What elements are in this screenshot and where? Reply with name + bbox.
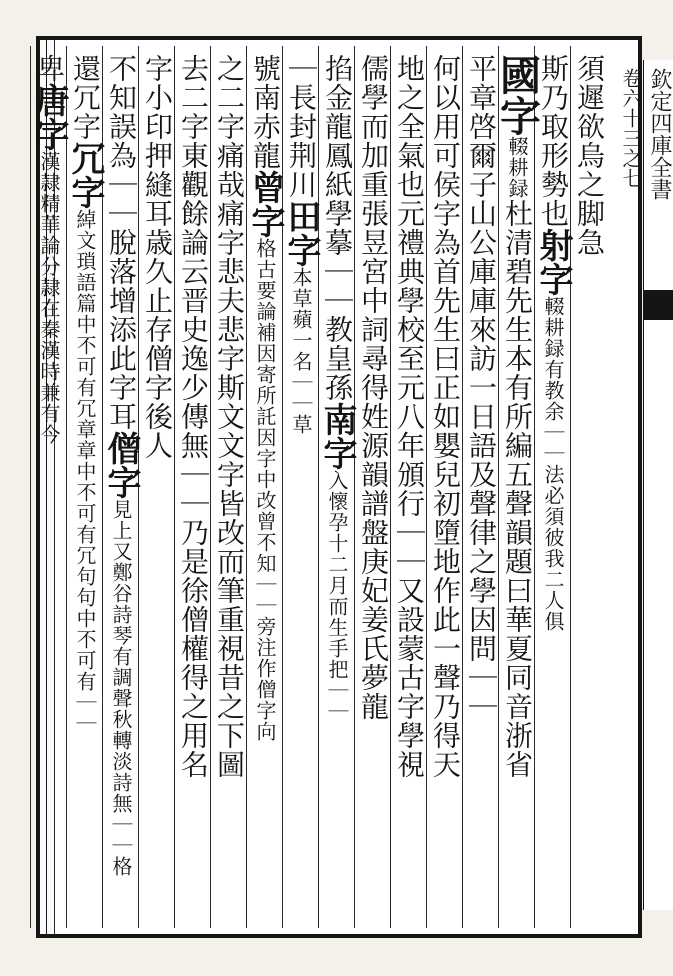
text-column — [493, 46, 541, 928]
text-column — [462, 46, 498, 928]
column-text: 斯乃取形勢也 — [537, 54, 570, 228]
column-text: 之二字痛哉痛字悲夫悲字斯文文字皆改而筆重視昔之下圖 — [213, 54, 246, 779]
text-column — [426, 46, 462, 928]
entry-heading: 田字 — [281, 199, 321, 267]
document-page — [29, 36, 642, 938]
column-text: ｜長封荆川 — [285, 54, 318, 199]
text-column — [210, 46, 246, 928]
entry-note: 格古要論補因寄所託因字中改曾不知｜｜旁注作僧字向 — [253, 238, 277, 742]
volume-label: 卷六十三之七 — [619, 68, 643, 188]
entry-heading: 僧字 — [101, 431, 141, 499]
text-column — [174, 46, 210, 928]
text-column — [570, 46, 606, 928]
column-text: 掐金龍鳳紙學摹｜｜教皇孫 — [321, 54, 354, 402]
entry-note: 本草蘋一名｜｜草 — [289, 267, 313, 435]
column-text: 何以用可侯字為首先生曰正如嬰兒初墮地作此一聲乃得天 — [429, 54, 462, 779]
column-text: 號南赤龍 — [249, 54, 282, 170]
entry-note: 漢隷精華論分隷在秦漢時兼有今 — [37, 151, 61, 445]
text-column — [354, 46, 390, 928]
column-text: 平章啓爾子山公庫庫來訪一日語及聲律之學因問｜｜ — [465, 54, 498, 721]
entry-heading: 國字 — [493, 54, 541, 136]
entry-heading: 南字 — [317, 402, 357, 470]
entry-note: 輟耕録有教余｜｜法必須彼我二人俱 — [541, 296, 565, 632]
text-column — [390, 46, 426, 928]
entry-note: 入懷孕十二月而生手把｜｜ — [325, 470, 349, 722]
text-column — [101, 46, 141, 928]
text-column — [138, 46, 174, 928]
fish-tail-mark — [643, 290, 673, 320]
text-column — [317, 46, 357, 928]
text-column — [533, 46, 573, 928]
column-text: 卑 — [33, 54, 66, 83]
column-text: 字小印押縫耳歳久止存僧字後人 — [141, 54, 174, 460]
text-column — [245, 46, 285, 928]
entry-note: 輟耕録 — [505, 136, 529, 199]
entry-heading: 冗字 — [65, 141, 105, 209]
text-column — [65, 46, 105, 928]
column-text: 杜清碧先生本有所編五聲韻題曰華夏同音浙省 — [501, 199, 534, 779]
entry-heading: 唐字 — [29, 83, 69, 151]
column-text: 地之全氣也元禮典學校至元八年頒行｜｜又設蒙古字學視 — [393, 54, 426, 779]
column-text: 儒學而加重張昱宮中詞尋得姓源韻譜盤庚妃姜氏夢龍 — [357, 54, 390, 721]
entry-heading: 射字 — [533, 228, 573, 296]
margin-strip — [619, 60, 673, 910]
entry-note: 見上又鄭谷詩琴有調聲秋轉淡詩無｜｜格 — [109, 499, 133, 877]
entry-note: 綽文瑣語篇中不可有冗章章中不可有冗句句中不可有｜｜ — [73, 209, 97, 734]
entry-heading: 曾字 — [245, 170, 285, 238]
column-text: 不知誤為｜｜脫落增添此字耳 — [105, 54, 138, 431]
column-text: 去二字東觀餘論云晋史逸少傳無｜｜乃是徐僧權得之用名 — [177, 54, 210, 779]
column-text: 還冗字 — [69, 54, 102, 141]
text-column — [281, 46, 321, 928]
text-column — [29, 46, 69, 928]
column-text: 須遲欲烏之脚急 — [573, 54, 606, 257]
book-title: 欽定四庫全書 — [647, 68, 672, 200]
